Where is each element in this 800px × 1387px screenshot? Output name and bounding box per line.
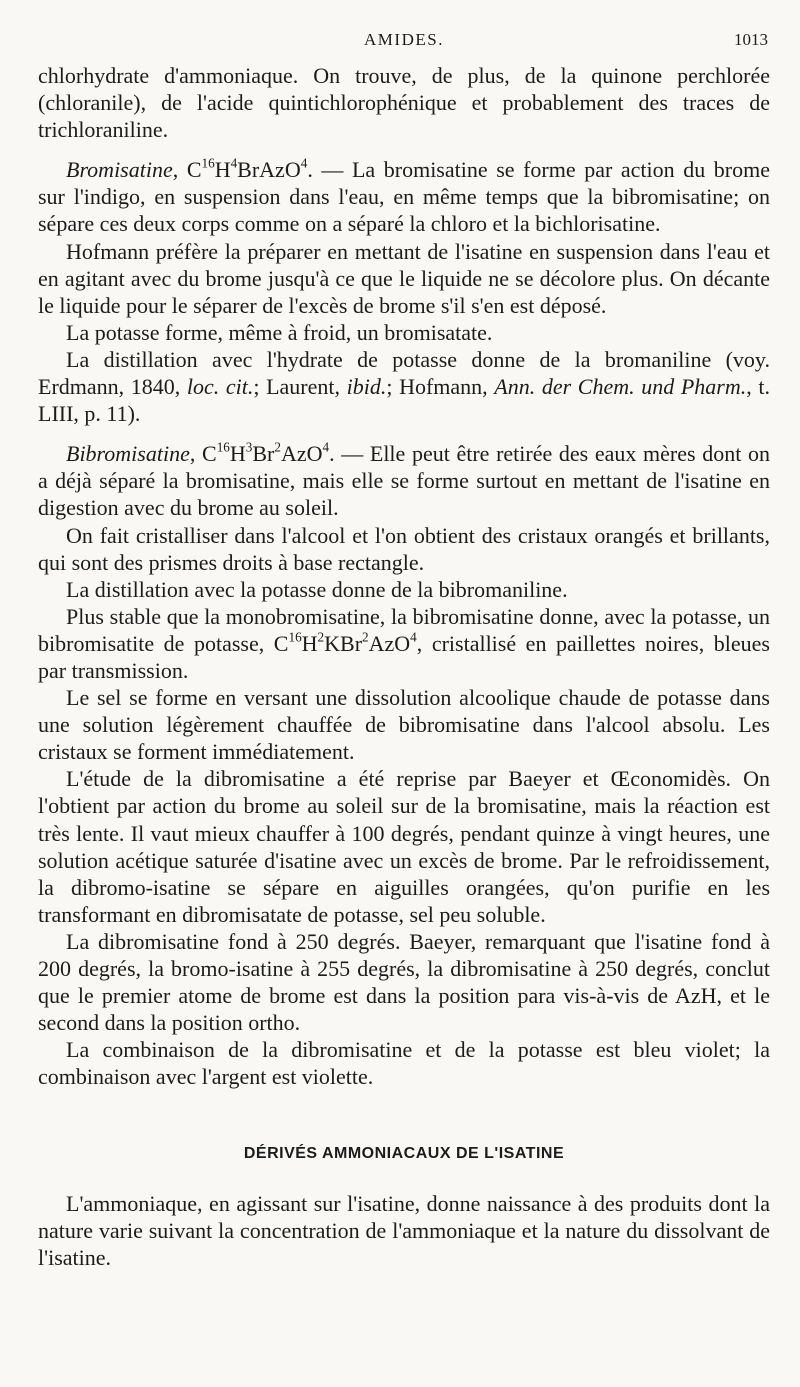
text-run: Plus stable que la monobromisatine, la bibromisatine donne, avec la potasse, un bibromisatite de potasse, C xyxy=(38,603,770,656)
page-body xyxy=(38,62,770,1271)
paragraph-list xyxy=(38,62,770,1090)
italic-text: Ann. der Chem. und Pharm. xyxy=(494,374,747,400)
paragraph xyxy=(38,522,770,576)
text-run: La dibromisatine fond à 250 degrés. Baeyer, remarquant que l'isatine fond à 200 degrés, la bromo-isatine à 255 degrés, la dibromisatine à 250 degrés, conclut que le premier atome de brome est dans la position para vis-à-vis de AzH, et le second dans la position ortho. xyxy=(38,928,770,1036)
text-run: H xyxy=(214,157,231,183)
formula-superscript: 16 xyxy=(216,439,230,455)
text-run: . — La bromisatine se forme par action du brome sur l'indigo, en suspension dans l'eau, en même temps que la bibromisatine; on sépare ces deux corps comme on a séparé la chloro et la bichlorisatine. xyxy=(38,157,770,237)
paragraph xyxy=(38,238,770,319)
text-run: Br xyxy=(252,441,275,467)
page-number: 1013 xyxy=(734,30,768,49)
text-run: ; Laurent, xyxy=(253,374,347,400)
paragraph xyxy=(38,319,770,346)
paragraph xyxy=(38,684,770,765)
text-run: La distillation avec la potasse donne de la bibromaniline. xyxy=(66,576,568,602)
text-run: L'ammoniaque, en agissant sur l'isatine, donne naissance à des produits dont la nature varie suivant la concentration de l'ammoniaque et la nature du dissolvant de l'isatine. xyxy=(38,1190,770,1270)
text-run: , t. LIII, p. 11). xyxy=(38,374,770,427)
formula-superscript: 4 xyxy=(230,155,238,171)
paragraph xyxy=(38,156,770,237)
text-run: AzO xyxy=(280,441,323,467)
paragraph xyxy=(38,346,770,427)
text-run: La potasse forme, même à froid, un bromisatate. xyxy=(66,319,493,345)
formula-superscript: 3 xyxy=(245,439,253,455)
text-run: chlorhydrate d'ammoniaque. On trouve, de plus, de la quinone perchlorée (chloranile), de l'acide quintichlorophénique et probablement des traces de trichloraniline. xyxy=(38,63,770,143)
page-header xyxy=(40,30,768,62)
paragraph xyxy=(38,603,770,684)
paragraph xyxy=(38,765,770,928)
formula-superscript: 4 xyxy=(410,629,417,645)
italic-text: Bromisatine xyxy=(66,157,173,183)
text-run: La combinaison de la dibromisatine et de la potasse est bleu violet; la combinaison avec l'argent est violette. xyxy=(38,1037,770,1090)
formula-superscript: 16 xyxy=(288,629,302,645)
text-run: Hofmann préfère la préparer en mettant de l'isatine en suspension dans l'eau et en agitant avec du brome jusqu'à ce que le liquide ne se décolore plus. On décante le liquide pour le séparer de l'excès de brome s'il s'en est déposé. xyxy=(38,238,770,318)
text-run: , C xyxy=(172,157,202,183)
formula-superscript: 2 xyxy=(317,629,325,645)
formula-superscript: 16 xyxy=(201,155,215,171)
running-title: AMIDES. xyxy=(364,30,444,49)
text-run: . — Elle peut être retirée des eaux mères dont on a déjà séparé la bromisatine, mais elle se forme surtout en mettant de l'isatine en digestion avec du brome au soleil. xyxy=(38,441,770,521)
text-run: L'étude de la dibromisatine a été reprise par Baeyer et Œconomidès. On l'obtient par action du brome au soleil sur de la bromisatine, mais la réaction est très lente. Il vaut mieux chauffer à 100 degrés, pendant quinze à vingt heures, une solution acétique saturée d'isatine avec un excès de brome. Par le refroidissement, la dibromo-isatine se sépare en aiguilles orangées, qu'on purifie en les transformant en dibromisatate de potasse, sel peu soluble. xyxy=(38,766,770,927)
text-run: Le sel se forme en versant une dissolution alcoolique chaude de potasse dans une solution légèrement chauffée de bibromisatine dans l'alcool absolu. Les cristaux se forment immédiatement. xyxy=(38,685,770,765)
formula-superscript: 2 xyxy=(362,629,369,645)
formula-superscript: 2 xyxy=(274,439,281,455)
formula-superscript: 4 xyxy=(300,155,308,171)
italic-text: ibid. xyxy=(346,374,387,400)
text-run: H xyxy=(229,441,246,467)
text-run: , C xyxy=(189,441,217,467)
paragraph xyxy=(38,928,770,1036)
text-run: AzO xyxy=(368,630,411,656)
paragraph xyxy=(38,440,770,521)
italic-text: Bibromisatine xyxy=(66,441,190,467)
text-run: H xyxy=(301,630,318,656)
formula-superscript: 4 xyxy=(322,439,330,455)
paragraph xyxy=(38,576,770,603)
section-title: DÉRIVÉS AMMONIACAUX DE L'ISATINE xyxy=(243,1145,565,1163)
italic-text: loc. cit. xyxy=(186,374,254,400)
text-run: La distillation avec l'hydrate de potasse donne de la bromaniline (voy. Erdmann, 1840, xyxy=(38,346,770,400)
text-run: ; Hofmann, xyxy=(386,374,495,400)
closing-paragraph xyxy=(38,1190,770,1271)
text-run: On fait cristalliser dans l'alcool et l'on obtient des cristaux orangés et brillants, qui sont des prismes droits à base rectangle. xyxy=(38,522,770,575)
text-run: , cristallisé en paillettes noires, bleues par transmission. xyxy=(38,630,770,683)
text-run: KBr xyxy=(324,630,363,656)
text-run: BrAzO xyxy=(237,157,301,183)
paragraph xyxy=(38,62,770,143)
paragraph xyxy=(38,1036,770,1090)
